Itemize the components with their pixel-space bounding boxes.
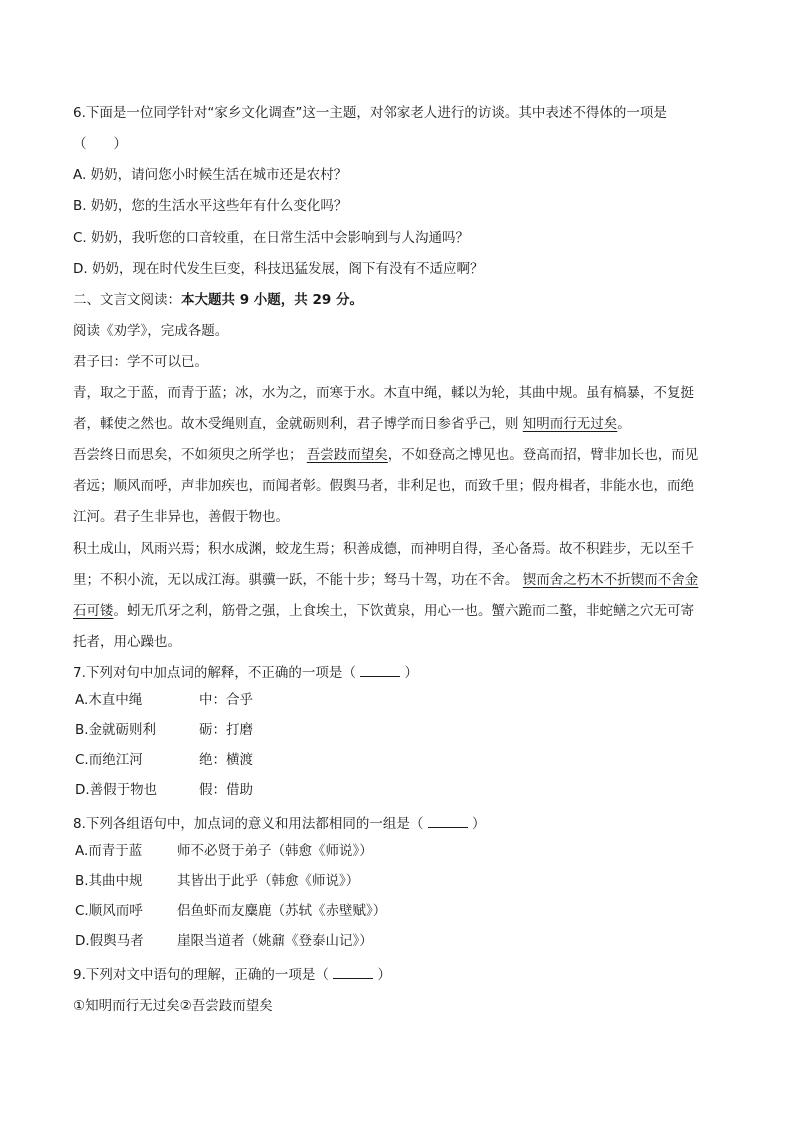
q6-stem: 6.下面是一位同学针对“家乡文化调查”这一主题，对邻家老人进行的访谈。其中表述不得体的一项是 [73,105,667,121]
passage-p2-text-a: 吾尝终日而思矣，不如须臾之所学也； [73,447,307,463]
q6-option-b: B. 奶奶，您的生活水平这些年有什么变化吗？ [73,198,348,214]
q7-option-d-left: D.善假于物也 [75,782,158,798]
q7-option-d-right: 假：借助 [199,782,253,798]
passage-p1-end: 。 [617,416,631,432]
passage-p3-text-c: 。蚓无爪牙之利，筋骨之强，上食埃土，下饮黄泉，用心一也。蟹六跪而二螯，非蛇鳝之穴无可寄 [113,603,694,619]
passage-underlined-sentence-3: 锲而舍之朽木不折锲而不舍金 [522,572,699,588]
q9-answer-blank[interactable] [333,966,373,979]
q8-option-c [75,902,387,920]
q8-answer-blank[interactable] [428,815,468,828]
section2-heading-prefix: 二、文言文阅读： [73,292,181,308]
q7-option-a [75,691,253,709]
q7-option-b-left: B.金就砺则利 [75,722,157,738]
q7-option-d [75,781,253,799]
q8-option-a-left: A.而青于蓝 [75,843,143,859]
passage-p1-text: 者，輮使之然也。故木受绳则直，金就砺则利，君子博学而日参省乎己，则 [73,416,523,432]
q7-option-a-left: A.木直中绳 [75,692,143,708]
passage-p2-line3: 江河。君子生非异也，善假于物也。 [73,509,289,525]
passage-p1-line2 [73,415,631,433]
q9-stem-close: ） [377,967,391,983]
q7-option-c-right: 绝：横渡 [199,752,253,768]
q8-option-c-left: C.顺风而呼 [75,903,143,919]
q7-stem-close: ） [404,665,418,681]
passage-p3-line1: 积土成山，风雨兴焉；积水成渊，蛟龙生焉；积善成德，而神明自得，圣心备焉。故不积跬步，无以至千 [73,541,694,557]
passage-underlined-sentence-2: 吾尝跂而望矣 [306,447,388,463]
q8-option-a [75,842,373,860]
section2-heading-rest: 本大题共 9 小题，共 29 分。 [181,292,363,308]
passage-underlined-sentence-1: 知明而行无过矣 [522,416,618,432]
q6-option-c: C. 奶奶，我听您的口音较重，在日常生活中会影响到与人沟通吗？ [73,230,470,246]
q8-option-d-right: 崖限当道者（姚鼐《登泰山记》） [177,933,373,949]
q8-stem-text: 8.下列各组语句中，加点词的意义和用法都相同的一组是（ [73,816,424,832]
q7-option-a-right: 中：合乎 [199,692,253,708]
q6-option-d: D. 奶奶，现在时代发生巨变，科技迅猛发展，阁下有没有不适应啊？ [73,261,484,277]
passage-p3-line4: 托者，用心躁也。 [73,634,181,650]
q7-option-c-left: C.而绝江河 [75,752,143,768]
q7-stem-text: 7.下列对句中加点词的解释，不正确的一项是（ [73,665,356,681]
passage-p2-line1 [73,446,698,464]
passage-p1-line1: 青，取之于蓝，而青于蓝；冰，水为之，而寒于水。木直中绳，輮以为轮，其曲中规。虽有槁暴，不复挺 [73,385,694,401]
q7-stem [73,664,418,682]
passage-underlined-sentence-3-cont: 石可镂 [73,603,114,619]
q8-option-b-right: 其皆出于此乎（韩愈《师说》） [177,873,360,889]
q9-items: ①知明而行无过矣②吾尝跂而望矣 [73,998,273,1014]
q8-option-d [75,932,373,950]
passage-intro: 阅读《劝学》，完成各题。 [73,323,229,339]
q7-answer-blank[interactable] [360,664,400,677]
q8-option-d-left: D.假舆马者 [75,933,144,949]
q6-paren: （ ） [73,136,127,152]
passage-p3-line2 [73,571,698,589]
q8-option-b [75,872,360,890]
q7-option-b [75,721,253,739]
q6-option-a: A. 奶奶，请问您小时候生活在城市还是农村？ [73,167,348,183]
q8-option-b-left: B.其曲中规 [75,873,143,889]
passage-p2-text-b: ，不如登高之博见也。登高而招，臂非加长也，而见 [387,447,699,463]
q7-option-b-right: 砺：打磨 [199,722,253,738]
passage-p3-line3 [73,602,694,620]
passage-p3-text-b: 里；不积小流，无以成江海。骐骥一跃，不能十步；驽马十驾，功在不舍。 [73,572,523,588]
q8-stem [73,815,485,833]
q9-stem [73,966,391,984]
passage-p2-line2: 者远；顺风而呼，声非加疾也，而闻者彰。假舆马者，非利足也，而致千里；假舟楫者，非能水也，而绝 [73,478,694,494]
q8-option-c-right: 侣鱼虾而友麋鹿（苏轼《赤壁赋》） [177,903,387,919]
passage-p0: 君子曰：学不可以已。 [73,354,208,370]
q8-option-a-right: 师不必贤于弟子（韩愈《师说》） [177,843,373,859]
q9-stem-text: 9.下列对文中语句的理解，正确的一项是（ [73,967,329,983]
section2-heading [73,291,363,309]
q8-stem-close: ） [471,816,486,832]
q7-option-c [75,751,253,769]
